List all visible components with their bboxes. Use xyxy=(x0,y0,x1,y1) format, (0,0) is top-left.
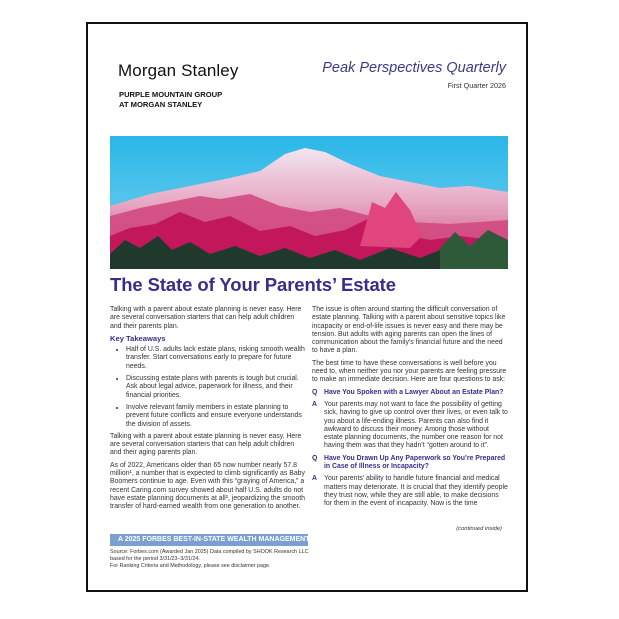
group-line-2: AT MORGAN STANLEY xyxy=(119,99,203,109)
intro-paragraph: Talking with a parent about estate planning is never easy. Here are several conversation starters that can help adult children and their parents plan. xyxy=(110,306,302,330)
question-1 xyxy=(312,389,508,397)
issue-date: First Quarter 2026 xyxy=(447,81,506,90)
source-line-1: Source: Forbes.com (Awarded Jan 2025) Data compiled by SHOOK Research LLC xyxy=(110,549,309,555)
source-note xyxy=(110,549,320,569)
brand-logo: Morgan Stanley xyxy=(118,61,239,80)
source-line-3: For Ranking Criteria and Methodology, please see disclaimer page. xyxy=(110,562,271,569)
group-line-1: PURPLE MOUNTAIN GROUP xyxy=(119,90,223,99)
key-takeaways-list xyxy=(110,346,306,429)
stats-paragraph: As of 2022, Americans older than 65 now number nearly 57.8 million¹, a number that is expected to climb significantly as Baby Boomers continue to age. Even with this “graying of America,” a recent Caring.com survey showed about half U.S. adults do not have estate planning documents at all², jeopardizing the smooth transfer of hard-earned wealth from one generation to another. xyxy=(110,461,305,511)
question-1-text: Have You Spoken with a Lawyer About an Estate Plan? xyxy=(324,388,504,396)
question-2-text: Have You Drawn Up Any Paperwork so You’re Prepared in Case of Illness or Incapacity? xyxy=(324,454,506,471)
a-marker: A xyxy=(312,400,317,408)
key-takeaways-heading: Key Takeaways xyxy=(110,333,166,343)
right-column xyxy=(312,306,508,513)
newsletter-page xyxy=(86,22,528,592)
right-paragraph-1: The issue is often around starting the difficult conversation of estate planning. Talking with a parent about sensitive topics like incapacity or end-of-life issues is never easy and there may be tension. But adults with aging parents can open the lines of communication about the family’s financial future and the need to have a plan. xyxy=(312,306,506,355)
takeaway-item: • Discussing estate plans with parents is tough but crucial. Ask about legal advice, paperwork for illness, and their financial priorities. xyxy=(126,375,306,400)
a-marker: A xyxy=(312,475,317,483)
mountain-hero-image xyxy=(110,136,508,269)
source-line-2: based for the period 3/31/23–3/31/24. xyxy=(110,555,200,562)
q-marker: Q xyxy=(312,454,318,462)
question-2 xyxy=(312,455,508,472)
intro-repeat-paragraph: Talking with a parent about estate planning is never easy. Here are several conversation starters that can help adult children and their aging parents plan. xyxy=(110,432,302,457)
left-column xyxy=(110,306,306,516)
takeaway-item: • Involve relevant family members in estate planning to prevent future conflicts and ensure everyone understands the division of assets. xyxy=(126,404,306,429)
answer-2-text: Your parents’ ability to handle future financial and medical matters may deteriorate. It is crucial that they identify people they trust now, while they are still able, to make decisions for them in the event of incapacity. Now is the time xyxy=(324,475,508,508)
continued-note: (continued inside) xyxy=(456,526,502,532)
right-paragraph-2: The best time to have these conversations is well before you need to, when neither you nor your parents are feeling pressure to make an immediate decision. Here are four questions to ask: xyxy=(312,359,507,384)
q-marker: Q xyxy=(312,388,318,396)
forbes-award-banner: A 2025 FORBES BEST-IN-STATE WEALTH MANAGEMENT TEAM xyxy=(110,534,308,546)
answer-1-text: Your parents may not want to face the possibility of getting sick, having to give up control over their lives, or even talk to you about a life-ending illness. Parents can also find it awkward to discuss their money. Among those without estate planning documents, the number one reason for not having them was that they hadn’t “gotten around to it”. xyxy=(324,400,508,450)
answer-2 xyxy=(312,475,508,508)
publication-title: Peak Perspectives Quarterly xyxy=(322,60,506,76)
article-title: The State of Your Parents’ Estate xyxy=(110,274,396,295)
answer-1 xyxy=(312,401,508,451)
group-name xyxy=(119,90,222,109)
takeaway-item: • Half of U.S. adults lack estate plans, risking smooth wealth transfer. Start conversations early to prepare for future needs. xyxy=(126,346,306,371)
